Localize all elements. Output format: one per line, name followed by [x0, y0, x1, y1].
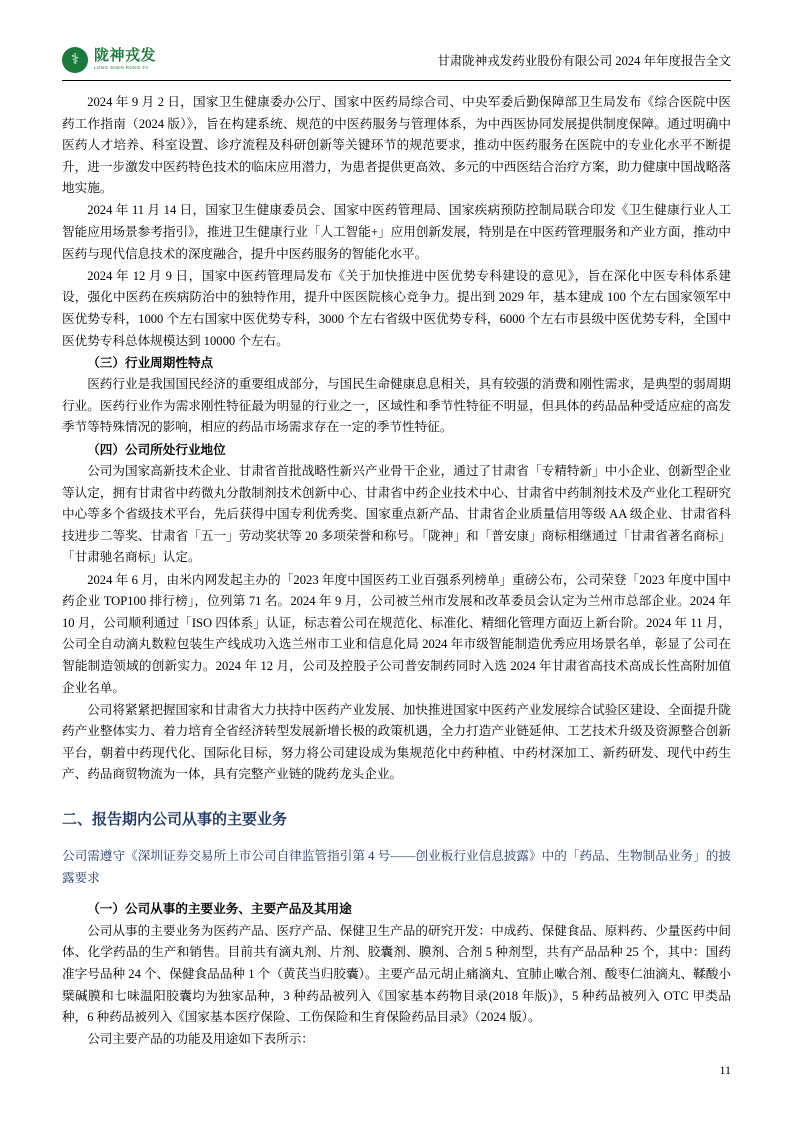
- company-logo: [62, 47, 156, 73]
- paragraph: 医药行业是我国国民经济的重要组成部分，与国民生命健康息息相关，具有较强的消费和刚性需求，是典型的弱周期行业。医药行业作为需求刚性特征最为明显的行业之一，区域性和季节性特征不明显，但具体的药品品种受适应症的高发季节等特殊情况的影响，相应的药品市场需求存在一定的季节性特征。: [62, 377, 731, 435]
- header-title: 甘肃陇神戎发药业股份有限公司 2024 年年度报告全文: [437, 54, 731, 68]
- page-header: [62, 38, 731, 82]
- paragraph: 公司为国家高新技术企业、甘肃省首批战略性新兴产业骨干企业，通过了甘肃省「专精特新」中小企业、创新型企业等认定，拥有甘肃省中药微丸分散制剂技术创新中心、甘肃省中药企业技术中心、甘肃省中药制剂技术及产业化工程研究中心等多个省级技术平台，先后获得中国专利优秀奖、国家重点新产品、甘肃省企业质量信用等级 AA 级企业、甘肃省科技进步二等奖、甘肃省「五一」劳动奖状等 20 多项荣誉和称号。「陇神」和「普安康」商标相继通过「甘肃省著名商标」「甘肃驰名商标」认定。: [62, 464, 731, 565]
- logo-english-name: LONG SHEN RONG FA: [94, 65, 149, 71]
- disclosure-requirement-note: 公司需遵守《深圳证券交易所上市公司自律监管指引第 4 号——创业板行业信息披露》中的「药品、生物制品业务」的披露要求: [62, 849, 731, 885]
- section-heading-two: 二、报告期内公司从事的主要业务: [62, 811, 288, 828]
- paragraph: 公司主要产品的功能及用途如下表所示：: [87, 1032, 314, 1047]
- paragraph: 2024 年 11 月 14 日，国家卫生健康委员会、国家中医药管理局、国家疾病预防控制局联合印发《卫生健康行业人工智能应用场景参考指引》，推进卫生健康行业「人工智能+」应用创新发展，特别是在中医药管理服务和产业方面，推动中医药与现代信息技术的深度融合，提升中医药服务的智能化水平。: [62, 203, 731, 261]
- subsection-heading-business: （一）公司从事的主要业务、主要产品及其用途: [87, 902, 352, 917]
- logo-text: [94, 49, 156, 70]
- paragraph: 公司将紧紧把握国家和甘肃省大力扶持中医药产业发展、加快推进国家中医药产业发展综合试验区建设、全面提升陇药产业整体实力、着力培育全省经济转型发展新增长极的政策机遇，全力打造产业链延伸、工艺技术升级及资源整合创新平台，朝着中药现代化、国际化目标，努力将公司建设成为集规范化中药种植、中药材深加工、新药研发、现代中药生产、药品商贸物流为一体，具有完整产业链的陇药龙头企业。: [62, 702, 731, 782]
- paragraph: 2024 年 6 月，由米内网发起主办的「2023 年度中国医药工业百强系列榜单」重磅公布，公司荣登「2023 年度中国中药企业 TOP100 排行榜」，位列第 71 名。2024 年 9 月，公司被兰州市发展和改革委员会认定为兰州市总部企业。2024 年 10 月，公司顺利通过「ISO 四体系」认证，标志着公司在规范化、标准化、精细化管理方面迈上新台阶。2024 年 11 月，公司全自动滴丸数粒包装生产线成功入选兰州市工业和信息化局 2024 年市级智能制造优秀应用场景名单，彰显了公司在智能制造领域的创新实力。2024 年 12 月，公司及控股子公司普安制药同时入选 2024 年甘肃省高技术高成长性高附加值企业名单。: [62, 572, 731, 695]
- paragraph: 公司从事的主要业务为医药产品、医疗产品、保健卫生产品的研究开发：中成药、保健食品、原料药、少量医药中间体、化学药品的生产和销售。目前共有滴丸剂、片剂、胶囊剂、膜剂、合剂 5 种剂型，共有产品品种 25 个，其中：国药准字号品种 24 个、保健食品品种 1 个（黄芪当归胶囊）。主要产品元胡止痛滴丸、宜肺止嗽合剂、酸枣仁油滴丸、鞣酸小檗碱膜和七味温阳胶囊均为独家品种，3 种药品被列入《国家基本药物目录(2018 年版)》，5 种药品被列入 OTC 甲类品种，6 种药品被列入《国家基本医疗保险、工伤保险和生育保险药品目录》（2024 版）。: [62, 923, 731, 1025]
- subsection-heading-four: （四）公司所处行业地位: [87, 442, 226, 457]
- header-divider: [62, 80, 731, 81]
- paragraph: 2024 年 9 月 2 日，国家卫生健康委办公厅、国家中医药局综合司、中央军委后勤保障部卫生局发布《综合医院中医药工作指南（2024 版）》，旨在构建系统、规范的中医药服务与管理体系，为中西医协同发展提供制度保障。通过明确中医药人才培养、科室设置、诊疗流程及科研创新等关键环节的规范要求，推动中医药服务在医院中的专业化水平不断提升，进一步激发中医药特色技术的临床应用潜力，为患者提供更高效、多元的中西医结合治疗方案，助力健康中国战略落地实施。: [62, 95, 731, 196]
- subsection-heading-three: （三）行业周期性特点: [87, 355, 214, 370]
- page-number: 11: [719, 1063, 731, 1077]
- logo-chinese-name: 陇神戎发: [94, 48, 157, 65]
- paragraph: 2024 年 12 月 9 日，国家中医药管理局发布《关于加快推进中医优势专科建设的意见》，旨在深化中医专科体系建设，强化中医药在疾病防治中的独特作用，提升中医医院核心竞争力。提出到 2029 年，基本建成 100 个左右国家领军中医优势专科，1000 个左右国家中医优势专科，3000 个左右省级中医优势专科，6000 个左右市县级中医优势专科，全国中医优势专科总体规模达到 10000 个左右。: [62, 268, 732, 348]
- logo-mark-icon: ⚕: [62, 47, 88, 73]
- document-content: [62, 92, 731, 1051]
